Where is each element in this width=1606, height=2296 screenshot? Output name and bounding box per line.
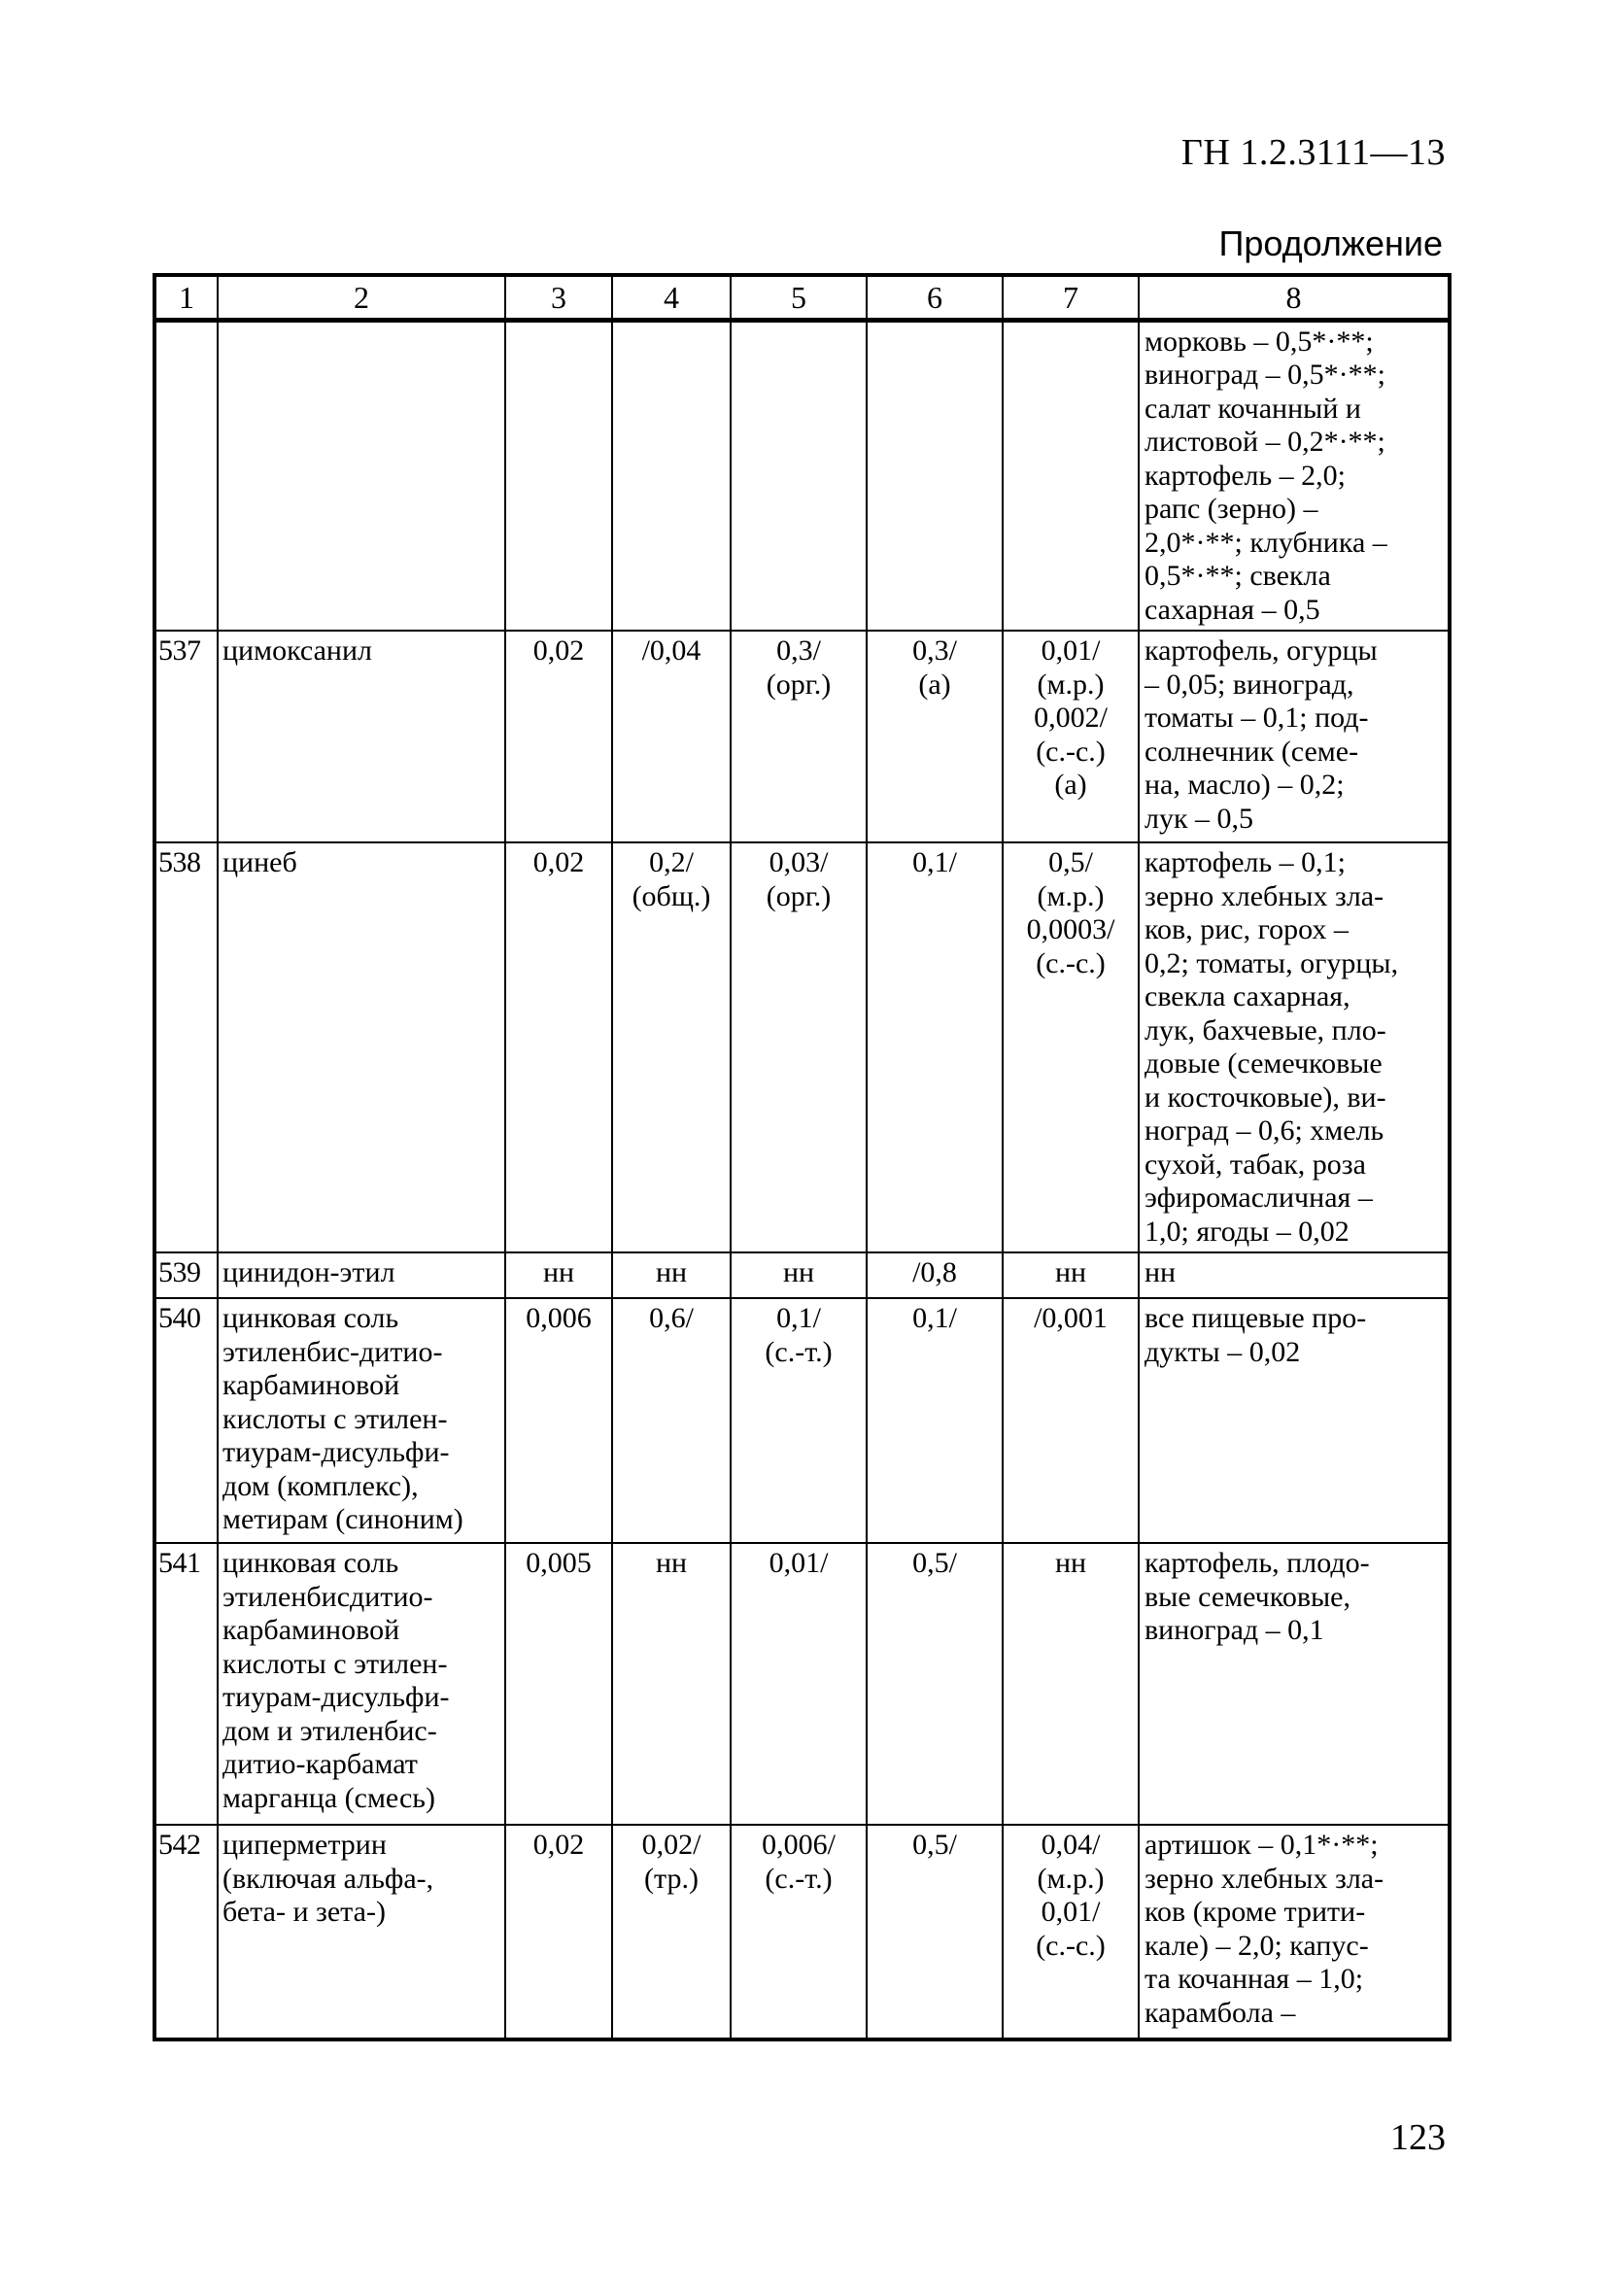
cell-col4: 0,6/ [612,1298,731,1543]
cell-col6: 0,5/ [867,1543,1003,1825]
substance-name: цинковая соль этиленбис-дитио- карбаминовой кислоты с этилен- тиурам-дисульфи- дом (комплекс), метирам (синоним) [218,1298,505,1543]
substance-name [218,320,505,631]
cell-col3: 0,006 [505,1298,612,1543]
column-header: 8 [1139,275,1450,320]
column-header: 2 [218,275,505,320]
column-header: 1 [154,275,218,320]
column-header: 5 [731,275,867,320]
row-number: 541 [154,1543,218,1825]
table-header-row [154,275,1450,320]
cell-col6: 0,1/ [867,842,1003,1252]
cell-col5: 0,03/ (орг.) [731,842,867,1252]
cell-col7: 0,04/ (м.р.) 0,01/ (с.-с.) [1003,1825,1139,2039]
cell-col7 [1003,320,1139,631]
notes-cell: все пищевые про- дукты – 0,02 [1139,1298,1450,1543]
cell-col4 [612,320,731,631]
table-row [154,1543,1450,1825]
cell-col4: /0,04 [612,631,731,842]
notes-cell: картофель – 0,1; зерно хлебных зла- ков, рис, горох – 0,2; томаты, огурцы, свекла сахарная, лук, бахчевые, пло- довые (семечковые и косточковые), ви- ноград – 0,6; хмель сухой, табак, роза эфиромасличная – 1,0; ягоды – 0,02 [1139,842,1450,1252]
row-number: 540 [154,1298,218,1543]
cell-col4: 0,2/ (общ.) [612,842,731,1252]
column-header: 3 [505,275,612,320]
notes-cell: артишок – 0,1*·**; зерно хлебных зла- ков (кроме трити- кале) – 2,0; капус- та кочанная – 1,0; карамбола – [1139,1825,1450,2039]
page-number: 123 [1390,2117,1446,2158]
table-row [154,320,1450,631]
document-code: ГН 1.2.3111—13 [1180,132,1446,173]
row-number: 537 [154,631,218,842]
cell-col4: 0,02/ (тр.) [612,1825,731,2039]
cell-col6: 0,5/ [867,1825,1003,2039]
cell-col4: нн [612,1543,731,1825]
row-number: 538 [154,842,218,1252]
substance-name: цимоксанил [218,631,505,842]
cell-col5 [731,320,867,631]
table-row [154,631,1450,842]
cell-col7: 0,5/ (м.р.) 0,0003/ (с.-с.) [1003,842,1139,1252]
cell-col7: 0,01/ (м.р.) 0,002/ (с.-с.) (а) [1003,631,1139,842]
table-row [154,1252,1450,1298]
cell-col7: нн [1003,1543,1139,1825]
cell-col3: 0,02 [505,1825,612,2039]
cell-col5: 0,1/ (с.-т.) [731,1298,867,1543]
row-number: 539 [154,1252,218,1298]
cell-col6: 0,3/ (а) [867,631,1003,842]
cell-col3: 0,02 [505,631,612,842]
cell-col7: нн [1003,1252,1139,1298]
notes-cell: картофель, плодо- вые семечковые, виноград – 0,1 [1139,1543,1450,1825]
cell-col7: /0,001 [1003,1298,1139,1543]
substance-name: цинидон-этил [218,1252,505,1298]
cell-col5: 0,006/ (с.-т.) [731,1825,867,2039]
table-row [154,1825,1450,2039]
substance-name: цинеб [218,842,505,1252]
row-number [154,320,218,631]
cell-col3: нн [505,1252,612,1298]
cell-col4: нн [612,1252,731,1298]
substance-name: циперметрин (включая альфа-, бета- и зета-) [218,1825,505,2039]
table-row [154,1298,1450,1543]
cell-col5: 0,01/ [731,1543,867,1825]
norms-table [153,273,1452,2041]
column-header: 6 [867,275,1003,320]
cell-col5: нн [731,1252,867,1298]
cell-col3: 0,02 [505,842,612,1252]
notes-cell: морковь – 0,5*·**; виноград – 0,5*·**; салат кочанный и листовой – 0,2*·**; картофель – 2,0; рапс (зерно) – 2,0*·**; клубника – 0,5*·**; свекла сахарная – 0,5 [1139,320,1450,631]
cell-col6: 0,1/ [867,1298,1003,1543]
cell-col5: 0,3/ (орг.) [731,631,867,842]
column-header: 4 [612,275,731,320]
row-number: 542 [154,1825,218,2039]
cell-col3 [505,320,612,631]
notes-cell: картофель, огурцы – 0,05; виноград, томаты – 0,1; под- солнечник (семе- на, масло) – 0,2; лук – 0,5 [1139,631,1450,842]
notes-cell: нн [1139,1252,1450,1298]
column-header: 7 [1003,275,1139,320]
cell-col6: /0,8 [867,1252,1003,1298]
cell-col6 [867,320,1003,631]
substance-name: цинковая соль этиленбисдитио- карбаминовой кислоты с этилен- тиурам-дисульфи- дом и этиленбис- дитио-карбамат марганца (смесь) [218,1543,505,1825]
table-row [154,842,1450,1252]
continuation-label: Продолжение [1218,223,1443,263]
cell-col3: 0,005 [505,1543,612,1825]
